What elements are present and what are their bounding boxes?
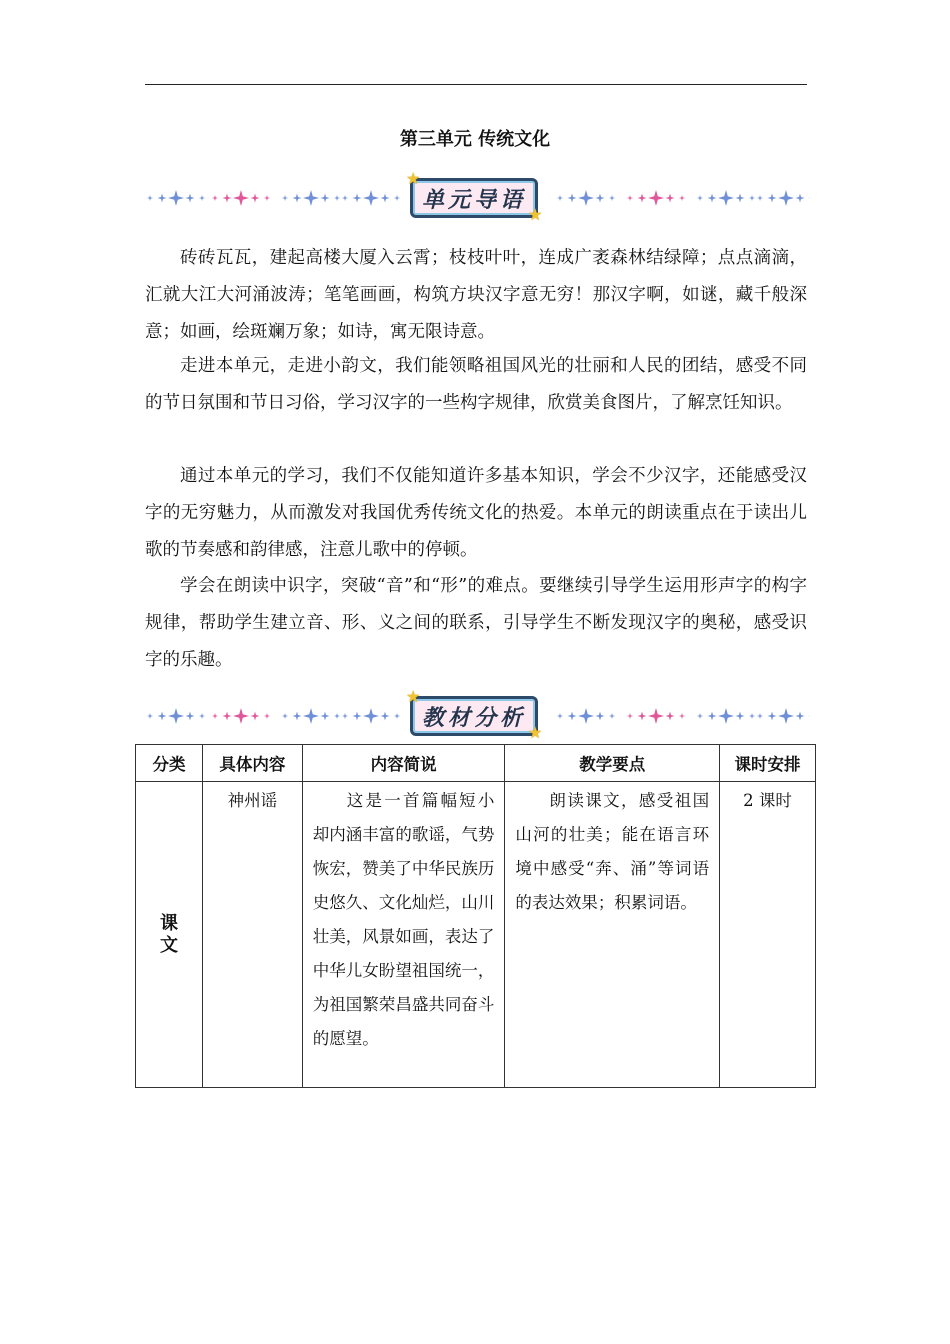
summary-cell <box>302 782 505 1088</box>
star-icon: ★ <box>528 723 543 742</box>
header-content: 具体内容 <box>202 745 302 782</box>
hours-cell <box>720 782 816 1088</box>
paragraph-3: 通过本单元的学习，我们不仅能知道许多基本知识，学会不少汉字，还能感受汉字的无穷魅力，从而激发对我国优秀传统文化的热爱。本单元的朗读重点在于读出儿歌的节奏感和韵律感，注意儿歌中的停顿。 <box>145 466 807 560</box>
category-cell <box>136 782 203 1088</box>
page-title: 第三单元 传统文化 <box>399 129 551 150</box>
header-summary: 内容简说 <box>302 745 505 782</box>
points-text: 朗读课文，感受祖国山河的壮美；能在语言环境中感受“奔、涌”等词语的表达效果；积累词语。 <box>515 791 710 912</box>
banner-unit-intro <box>140 169 810 224</box>
header-rule <box>145 84 807 85</box>
star-icon: ★ <box>406 687 421 706</box>
content-cell <box>202 782 302 1088</box>
paragraph-1: 砖砖瓦瓦，建起高楼大厦入云霄；枝枝叶叶，连成广袤森林结绿障；点点滴滴，汇就大江大河涌波涛；笔笔画画，构筑方块汉字意无穷！那汉字啊，如谜，藏千般深意；如画，绘斑斓万象；如诗，寓无限诗意。 <box>145 248 807 342</box>
star-icon: ★ <box>528 205 543 224</box>
banner-plaque <box>410 696 538 736</box>
category-label: 课文 <box>159 912 178 956</box>
banner-label: 单元导语 <box>421 187 526 213</box>
table-row <box>136 782 816 1088</box>
points-cell <box>505 782 720 1088</box>
banner-textbook-analysis <box>140 687 810 742</box>
analysis-table <box>135 744 816 1088</box>
summary-text: 这是一首篇幅短小却内涵丰富的歌谣，气势恢宏，赞美了中华民族历史悠久、文化灿烂，山川壮美，风景如画，表达了中华儿女盼望祖国统一，为祖国繁荣昌盛共同奋斗的愿望。 <box>312 791 495 1048</box>
table-header-row <box>136 745 816 782</box>
banner-plaque <box>410 178 538 218</box>
header-category: 分类 <box>136 745 203 782</box>
banner-label: 教材分析 <box>421 705 526 731</box>
hours-text: 2 课时 <box>743 791 792 810</box>
paragraph-4: 学会在朗读中识字，突破“音”和“形”的难点。要继续引导学生运用形声字的构字规律，帮助学生建立音、形、义之间的联系，引导学生不断发现汉字的奥秘，感受识字的乐趣。 <box>145 576 807 670</box>
content-text: 神州谣 <box>227 791 278 810</box>
star-icon: ★ <box>406 169 421 188</box>
header-teaching-points: 教学要点 <box>505 745 720 782</box>
header-class-hours: 课时安排 <box>720 745 816 782</box>
paragraph-2: 走进本单元，走进小韵文，我们能领略祖国风光的壮丽和人民的团结，感受不同的节日氛围和节日习俗，学习汉字的一些构字规律，欣赏美食图片，了解烹饪知识。 <box>145 356 807 413</box>
